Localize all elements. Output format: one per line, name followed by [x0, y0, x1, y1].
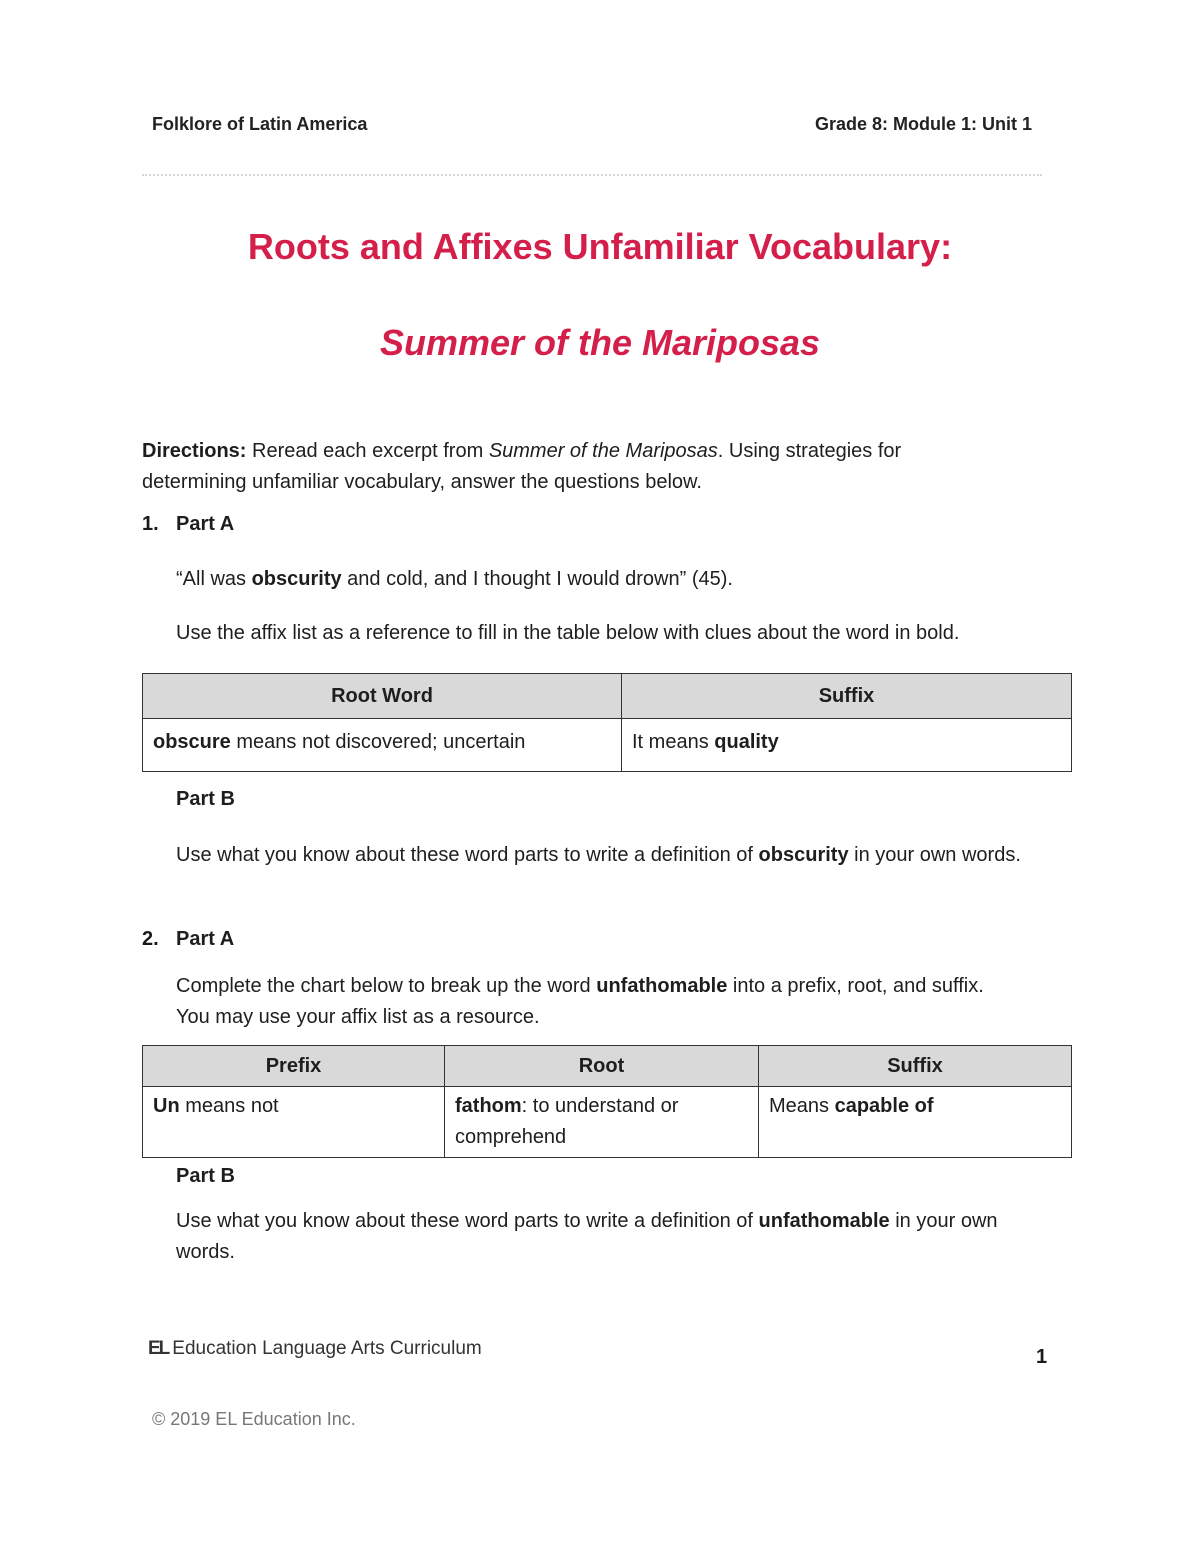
q2-part-b-prompt: Use what you know about these word parts to write a definition of unfathomable in your own words. — [176, 1210, 998, 1263]
q1-root-cell[interactable]: obscure means not discovered; uncertain — [143, 719, 622, 772]
q2-part-b-heading: Part B — [176, 1165, 235, 1187]
directions-label: Directions: — [142, 440, 247, 462]
q2-root-cell[interactable]: fathom: to understand or comprehend — [445, 1087, 759, 1158]
question-1-number: 1. — [142, 513, 159, 535]
q1-header-suffix: Suffix — [622, 674, 1072, 719]
q1-quote: “All was obscurity and cold, and I thought I would drown” (45). — [176, 568, 733, 590]
q2-part-a-heading: Part A — [176, 928, 235, 950]
page-number: 1 — [1036, 1346, 1048, 1368]
header-grade-unit: Grade 8: Module 1: Unit 1 — [814, 114, 1032, 134]
q1-suffix-cell[interactable]: It means quality — [622, 719, 1072, 772]
q1-part-a-heading: Part A — [176, 513, 235, 535]
q2-header-prefix: Prefix — [143, 1046, 445, 1087]
q1-part-b-prompt: Use what you know about these word parts to write a definition of obscurity in your own words. — [176, 844, 1021, 866]
copyright: © 2019 EL Education Inc. — [152, 1409, 356, 1429]
q2-instruction: Complete the chart below to break up the word unfathomable into a prefix, root, and suffix. You may use your affix list as a resource. — [176, 975, 984, 1028]
footer-brand: EL Education Language Arts Curriculum — [148, 1338, 482, 1359]
question-2-number: 2. — [142, 928, 159, 950]
q2-header-suffix: Suffix — [759, 1046, 1072, 1087]
page-title: Roots and Affixes Unfamiliar Vocabulary: — [247, 226, 953, 267]
q2-prefix-cell[interactable]: Un means not — [143, 1087, 445, 1158]
directions: Directions: Reread each excerpt from Summer of the Mariposas. Using strategies for determining unfamiliar vocabulary, answer the questions below. — [142, 440, 902, 493]
q1-table — [142, 673, 1072, 772]
el-logo-icon: EL — [148, 1338, 169, 1359]
page-subtitle: Summer of the Mariposas — [379, 322, 821, 363]
header-module-title: Folklore of Latin America — [152, 114, 368, 134]
q2-table — [142, 1045, 1072, 1158]
q2-suffix-cell[interactable]: Means capable of — [759, 1087, 1072, 1158]
book-title: Summer of the Mariposas — [488, 440, 718, 462]
q1-part-b-heading: Part B — [176, 788, 235, 810]
q2-header-root: Root — [445, 1046, 759, 1087]
q1-instruction: Use the affix list as a reference to fill in the table below with clues about the word in bold. — [176, 622, 960, 644]
header-divider — [142, 174, 1042, 176]
q1-header-root: Root Word — [143, 674, 622, 719]
